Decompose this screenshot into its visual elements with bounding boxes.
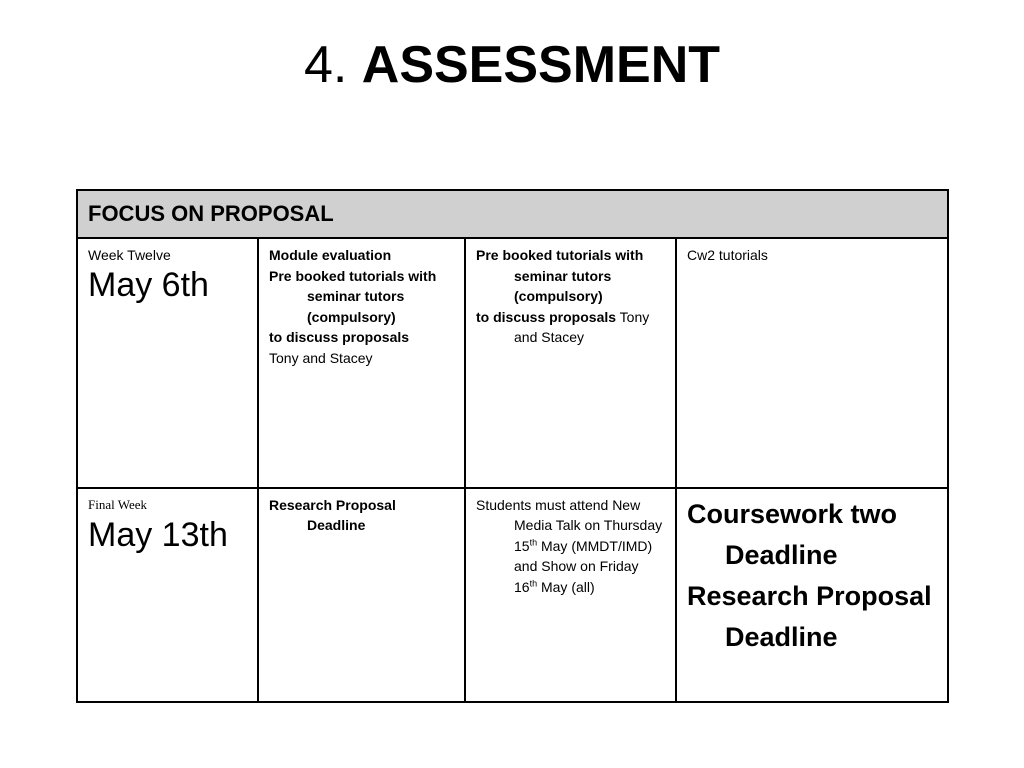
table-header-row (77, 190, 948, 238)
activity-cell (676, 238, 948, 487)
ordinal-suffix: th (529, 578, 538, 589)
week-label: Week Twelve (88, 247, 171, 264)
ordinal-suffix: th (529, 537, 538, 548)
title-number: 4. (303, 36, 348, 94)
cell-text: Cw2 tutorials (687, 247, 768, 264)
deadline-list (687, 494, 937, 658)
cell-text (476, 495, 665, 598)
deadline-cell (676, 488, 948, 702)
cell-text-part: Students must attend New Media Talk on Thursday 15 (476, 496, 663, 554)
cell-text-bold: to discuss proposals (476, 308, 617, 325)
cell-text: Tony and Stacey (269, 349, 373, 366)
cell-text-part: May (MMDT/IMD) and Show on Friday 16 (514, 537, 653, 595)
week-date: May 6th (88, 266, 209, 305)
activity-cell (258, 238, 465, 487)
cell-text: Pre booked tutorials with seminar tutors (compulsory) (269, 267, 437, 325)
week-date: May 13th (88, 515, 228, 554)
deadline-item: Coursework two Deadline (687, 498, 898, 570)
week-cell (77, 488, 258, 702)
cell-text-part: May (all) (537, 578, 595, 595)
schedule-table (76, 189, 949, 703)
cell-text: Module evaluation (269, 247, 392, 264)
deadline-item: Research Proposal Deadline (687, 580, 932, 652)
slide-title (0, 30, 1024, 100)
cell-text: Pre booked tutorials with seminar tutors (compulsory) (476, 247, 644, 305)
cell-text: Research Proposal Deadline (269, 496, 396, 534)
week-cell (77, 238, 258, 487)
title-word: ASSESSMENT (361, 36, 721, 94)
table-row (77, 238, 948, 487)
cell-text (476, 307, 665, 348)
activity-cell (258, 488, 465, 702)
activity-cell (465, 238, 676, 487)
cell-text-regular: Tony and Stacey (514, 308, 650, 346)
table-header: FOCUS ON PROPOSAL (77, 190, 948, 238)
activity-cell (465, 488, 676, 702)
table-row (77, 488, 948, 702)
cell-text: to discuss proposals (269, 329, 410, 346)
week-label: Final Week (88, 496, 148, 512)
